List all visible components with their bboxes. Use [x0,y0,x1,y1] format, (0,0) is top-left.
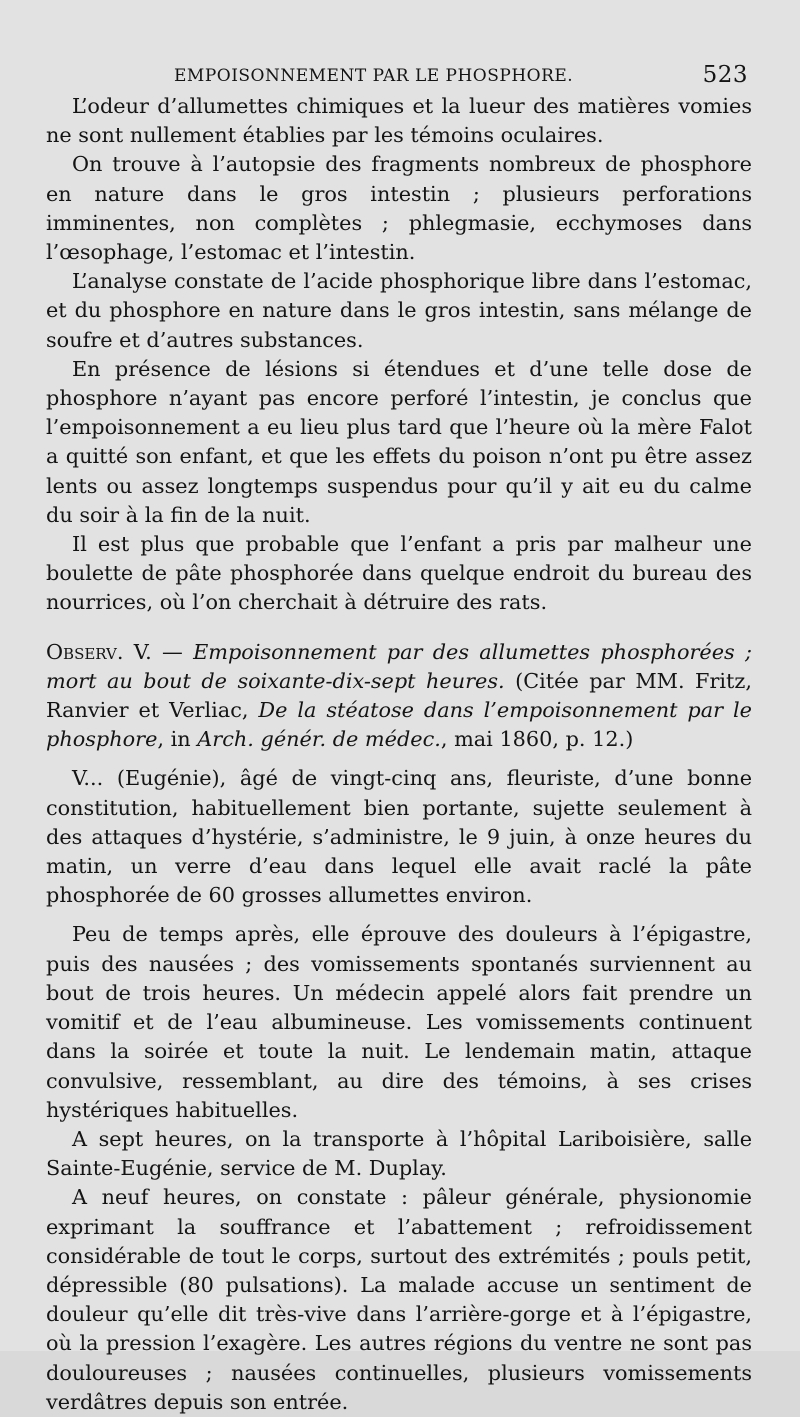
cited-journal: Arch. génér. de médec. [197,727,441,752]
citation-part: , in [157,727,198,752]
running-header [46,62,752,92]
page-number: 523 [702,62,748,88]
citation-part: (Citée par MM. Fritz, Ranvier et Verliac, [46,668,752,723]
paragraph: En présence de lésions si étendues et d’une telle dose de phosphore n’ayant pas encore perforé l’intestin, je conclus que l’empoisonnement a eu lieu plus tard que l’heure où la mère Falot a quitté son enfant, et que les effets du poison n’ont pu être assez lents ou assez longtemps suspendus pour qu’il y ait eu du calme du soir à la fin de la nuit. [46,356,752,527]
paragraph: Peu de temps après, elle éprouve des douleurs à l’épigastre, puis des nausées ; des vomissements spontanés surviennent au bout de trois heures. Un médecin appelé alors fait prendre un vomitif et de l’eau albumineuse. Les vomissements continuent dans la soirée et toute la nuit. Le lendemain matin, attaque convulsive, ressemblant, au dire des témoins, à ses crises hystériques habituelles. [46,922,752,1122]
page-body [46,92,752,1417]
observation-title: Empoisonnement par des allumettes phosphorées ; mort au bout de soixante-dix-sept heures. [46,639,752,693]
paragraph: V... (Eugénie), âgé de vingt-cinq ans, fleuriste, d’une bonne constitution, habituellement bien portante, sujette seulement à des attaques d’hystérie, s’administre, le 9 juin, à onze heures du matin, un verre d’eau dans lequel elle avait raclé la pâte phosphorée de 60 grosses allumettes environ. [46,766,752,908]
paragraph: Il est plus que probable que l’enfant a pris par malheur une boulette de pâte phosphorée dans quelque endroit du bureau des nourrices, où l’on cherchait à détruire des rats. [46,532,752,615]
paragraph: A neuf heures, on constate : pâleur générale, physionomie exprimant la souffrance et l’abattement ; refroidissement considérable de tout le corps, surtout des extrémités ; pouls petit, dépressible (80 pulsations). La malade accuse un sentiment de douleur qu’elle dit très-vive dans l’arrière-gorge et à l’épigastre, où la pression l’exagère. Les autres régions du ventre ne sont pas douloureuses ; nausées continuelles, plusieurs vomissements verdâtres depuis son entrée. [46,1185,752,1414]
observation-dash: — [151,639,194,664]
paragraph: L’analyse constate de l’acide phosphorique libre dans l’estomac, et du phosphore en nature dans le gros intestin, sans mélange de soufre et d’autres substances. [46,269,752,352]
paragraph: L’odeur d’allumettes chimiques et la lueur des matières vomies ne sont nullement établies par les témoins oculaires. [46,94,752,148]
citation-part: , mai 1860, p. 12.) [440,727,634,752]
paragraph: On trouve à l’autopsie des fragments nombreux de phosphore en nature dans le gros intestin ; plusieurs perforations imminentes, non complètes ; phlegmasie, ecchymoses dans l’œsophage, l’estomac et l’intestin. [46,152,752,265]
observation-heading [46,638,752,755]
running-title: EMPOISONNEMENT PAR LE PHOSPHORE. [174,66,574,86]
cited-work-title: De la stéatose dans l’empoisonnement par le phosphore [46,698,752,752]
paragraph: A sept heures, on la transporte à l’hôpital Lariboisière, salle Sainte-Eugénie, service de M. Duplay. [46,1126,752,1181]
observation-label: Observ. V. [46,639,152,664]
